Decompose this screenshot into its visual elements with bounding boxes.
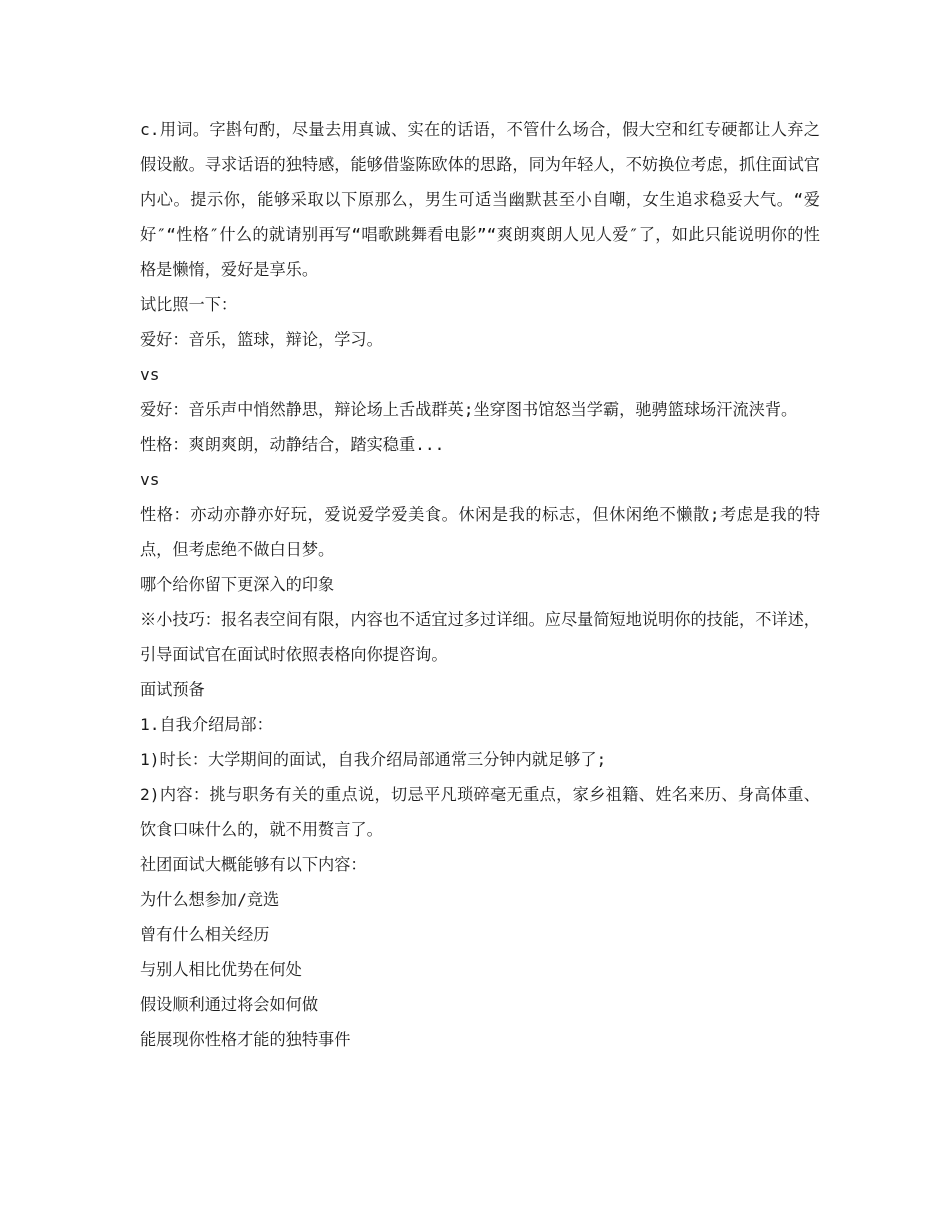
list-item-advantages: 与别人相比优势在何处 xyxy=(140,960,302,979)
paragraph-tip: ※小技巧：报名表空间有限，内容也不适宜过多过详细。应尽量简短地说明你的技能，不详述，引导面试官在面试时依照表格向你提咨询。 xyxy=(140,610,820,664)
paragraph-club-interview-intro: 社团面试大概能够有以下内容： xyxy=(140,855,367,874)
list-item-experience: 曾有什么相关经历 xyxy=(140,925,270,944)
list-item-unique-event: 能展现你性格才能的独特事件 xyxy=(140,1030,351,1049)
subsection-heading-self-intro: 1.自我介绍局部： xyxy=(140,715,273,734)
paragraph-wording-tips: c.用词。字斟句酌，尽量去用真诚、实在的话语，不管什么场合，假大空和红专硬都让人弃之假设敝。寻求话语的独特感，能够借鉴陈欧体的思路，同为年轻人，不妨换位考虑，抓住面试官内心。提示你，能够采取以下原那么，男生可适当幽默甚至小自嘲，女生追求稳妥大气。“爱好″“性格″什么的就请别再写“唱歌跳舞看电影”“爽朗爽朗人见人爱″了，如此只能说明你的性格是懒惰，爱好是享乐。 xyxy=(140,120,820,279)
paragraph-hobby-plain: 爱好：音乐，篮球，辩论，学习。 xyxy=(140,330,383,349)
paragraph-hobby-vivid: 爱好：音乐声中悄然静思，辩论场上舌战群英;坐穿图书馆怒当学霸，驰骋篮球场汗流浃背。 xyxy=(140,400,798,419)
paragraph-content: 2)内容：挑与职务有关的重点说，切忌平凡琐碎毫无重点，家乡祖籍、姓名来历、身高体重、饮食口味什么的，就不用赘言了。 xyxy=(140,785,820,839)
paragraph-personality-vivid: 性格：亦动亦静亦好玩，爱说爱学爱美食。休闲是我的标志，但休闲绝不懒散;考虑是我的特点，但考虑绝不做白日梦。 xyxy=(140,505,820,559)
list-item-why-join: 为什么想参加/竞选 xyxy=(140,890,280,909)
paragraph-duration: 1)时长：大学期间的面试，自我介绍局部通常三分钟内就足够了; xyxy=(140,750,607,769)
paragraph-compare-heading: 试比照一下： xyxy=(140,295,238,314)
paragraph-personality-plain: 性格：爽朗爽朗，动静结合，踏实稳重... xyxy=(140,435,445,454)
paragraph-vs-1: vs xyxy=(140,365,160,384)
paragraph-vs-2: vs xyxy=(140,470,160,489)
list-item-plan: 假设顺利通过将会如何做 xyxy=(140,995,319,1014)
document-body xyxy=(140,112,820,1057)
section-heading-interview-prep: 面试预备 xyxy=(140,680,205,699)
paragraph-impression-question: 哪个给你留下更深入的印象 xyxy=(140,575,335,594)
